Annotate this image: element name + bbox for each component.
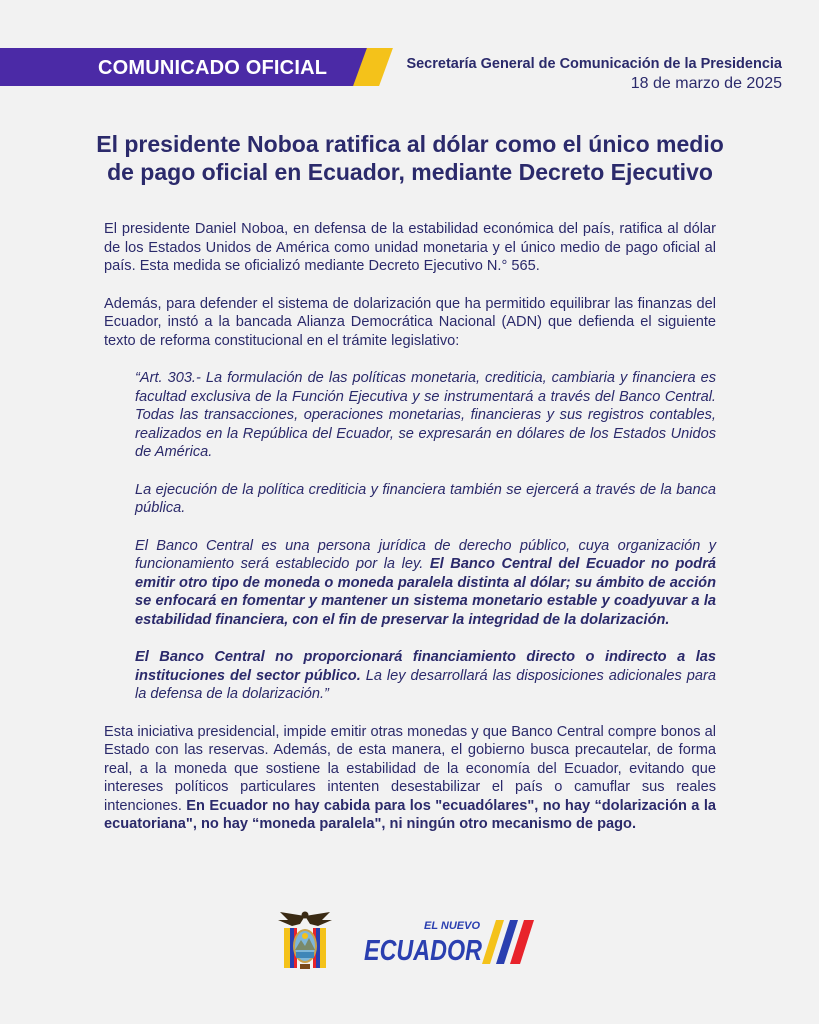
paragraph-2: Además, para defender el sistema de dolarización que ha permitido equilibrar las finanzas del Ecuador, instó a la bancada Alianza Democrática Nacional (ADN) que defienda el siguiente texto de reforma constitucional en el trámite legislativo: — [104, 295, 716, 349]
quote-paragraph-3 — [135, 537, 716, 630]
quote-paragraph-2: La ejecución de la política crediticia y financiera también se ejercerá a través de la banca pública. — [135, 481, 716, 516]
paragraph-3 — [104, 723, 716, 834]
paragraph-3-text: Esta iniciativa presidencial, impide emitir otras monedas y que Banco Central compre bonos al Estado con las reservas. Además, de esta manera, el gobierno busca precautelar, de forma real, a la moneda que sostiene la estabilidad de la economía del Ecuador, evitando que intereses políticos particulares intenten desestabilizar el país o camuflar sus reales intenciones. — [104, 723, 716, 814]
organization-name: Secretaría General de Comunicación de la Presidencia — [406, 56, 782, 72]
quote-4-text: La ley desarrollará las disposiciones adicionales para la defensa de la dolarización.” — [135, 667, 716, 702]
constitutional-quote — [135, 369, 716, 704]
quote-4-bold: El Banco Central no proporcionará financiamiento directo o indirecto a las instituciones del sector público. — [135, 649, 716, 684]
statement-body — [104, 220, 716, 853]
quote-3-text: El Banco Central es una persona jurídica de derecho público, cuya organización y funcionamiento será establecido por la ley. — [135, 537, 716, 572]
paragraph-1: El presidente Daniel Noboa, en defensa de la estabilidad económica del país, ratifica al dólar de los Estados Unidos de América como unidad monetaria y el único medio de pago oficial al país. Esta medida se oficializó mediante Decreto Ejecutivo N.° 565. — [104, 221, 716, 274]
page-title: El presidente Noboa ratifica al dólar como el único medio de pago oficial en Ecuador, mediante Decreto Ejecutivo — [96, 131, 724, 185]
footer-logos — [270, 906, 560, 976]
statement-date: 18 de marzo de 2025 — [630, 75, 782, 92]
header-right — [406, 56, 782, 93]
logo-slogan-big: ECUADOR — [364, 935, 483, 967]
quote-paragraph-1: “Art. 303.- La formulación de las políticas monetaria, crediticia, cambiaria y financiera es facultad exclusiva de la Función Ejecutiva y se instrumentará a través del Banco Central. Todas las transacciones, operaciones monetarias, financieras y sus registros contables, realizados en la República del Ecuador, se expresarán en dólares de los Estados Unidos de América. — [135, 370, 716, 460]
el-nuevo-ecuador-logo — [362, 910, 552, 974]
quote-3-bold: El Banco Central del Ecuador no podrá emitir otro tipo de moneda o moneda paralela distinta al dólar; su ámbito de acción se enfocará en fomentar y mantener un sistema monetario estable y coadyuvar a la estabilidad financiera, con el fin de preservar la integridad de la dolarización. — [135, 556, 717, 628]
logo-slogan-small: EL NUEVO — [424, 920, 481, 932]
paragraph-3-bold: En Ecuador no hay cabida para los "ecuadólares", no hay “dolarización a la ecuatoriana", no hay “moneda paralela", ni ningún otro mecanismo de pago. — [104, 797, 716, 832]
ecuador-coat-of-arms-icon — [270, 906, 340, 976]
quote-paragraph-4 — [135, 648, 716, 704]
badge-official-statement: COMUNICADO OFICIAL — [98, 57, 328, 79]
